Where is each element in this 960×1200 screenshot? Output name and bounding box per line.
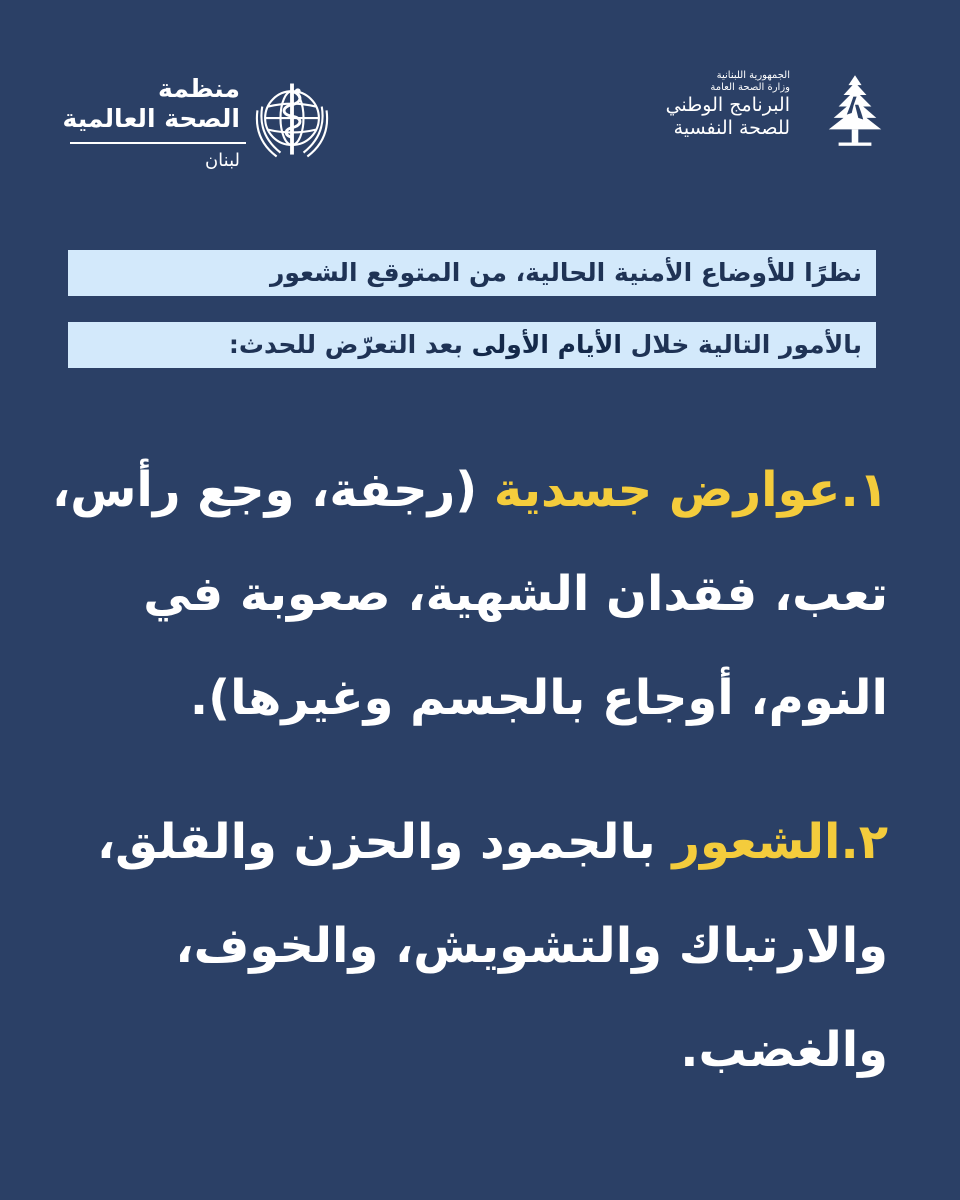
who-emblem-icon — [244, 72, 340, 168]
who-divider — [70, 142, 246, 144]
who-country: لبنان — [204, 150, 240, 171]
item-2-line-2: والارتباك والتشويش، والخوف، — [175, 918, 888, 974]
item-1-number: ١. — [840, 462, 888, 518]
item-2-line-3: والغضب. — [680, 1022, 888, 1078]
item-1-line-3: النوم، أوجاع بالجسم وغيرها). — [189, 670, 888, 726]
intro-line-2-strong: الأيام الأولى — [471, 330, 622, 359]
item-2-highlight: الشعور — [672, 814, 841, 870]
intro-line-2 — [68, 322, 876, 368]
who-name-line1: منظمة — [158, 74, 240, 103]
moph-program-line1: البرنامج الوطني — [665, 94, 790, 116]
item-2-number: ٢. — [840, 814, 888, 870]
item-2-rest: بالجمود والحزن والقلق، — [96, 814, 673, 870]
moph-logo — [650, 70, 910, 160]
moph-program-line2: للصحة النفسية — [673, 117, 790, 139]
moph-republic: الجمهورية اللبنانية — [716, 70, 790, 81]
item-2-line-1 — [68, 790, 888, 894]
intro-line-2-after: بعد التعرّض للحدث: — [228, 330, 472, 359]
intro-line-1: نظرًا للأوضاع الأمنية الحالية، من المتوقع الشعور — [68, 250, 876, 296]
moph-text — [666, 70, 790, 140]
item-1-line-2: تعب، فقدان الشهية، صعوبة في — [143, 566, 888, 622]
item-1-rest: (رجفة، وجع رأس، — [51, 462, 494, 518]
intro-line-2-before: بالأمور التالية خلال — [621, 330, 862, 359]
list-item — [51, 438, 888, 750]
who-name — [63, 74, 240, 134]
item-1-line-1 — [51, 438, 888, 542]
list-item — [68, 790, 888, 1102]
who-name-line2: الصحة العالمية — [62, 104, 240, 133]
moph-ministry: وزارة الصحة العامة — [710, 82, 790, 93]
who-logo — [62, 68, 350, 188]
item-1-highlight: عوارض جسدية — [493, 462, 841, 518]
cedar-icon — [812, 72, 898, 154]
